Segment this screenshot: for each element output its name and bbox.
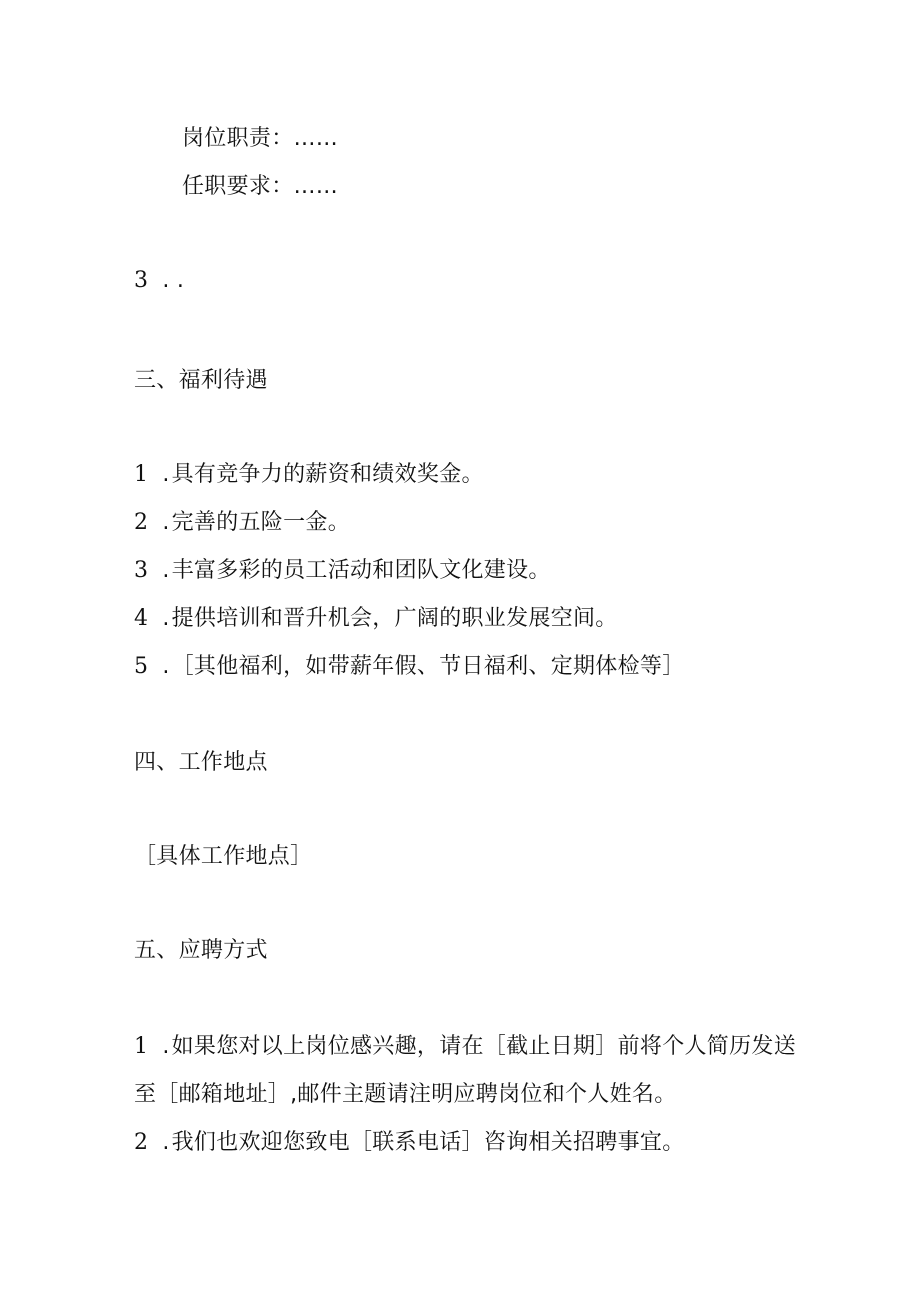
list-item xyxy=(134,266,184,296)
item-number: 1 xyxy=(134,1034,149,1059)
list-item xyxy=(134,460,484,490)
item-dot: . xyxy=(162,462,170,487)
item-text: 我们也欢迎您致电［联系电话］咨询相关招聘事宜。 xyxy=(171,1130,685,1155)
item-number: 2 xyxy=(134,1130,149,1155)
item-number: 3 xyxy=(134,558,149,583)
list-item xyxy=(134,604,618,634)
item-text: . . xyxy=(162,268,185,293)
item-dot: . xyxy=(162,1130,170,1155)
item-text: 具有竞争力的薪资和绩效奖金。 xyxy=(171,462,484,487)
section-heading-location: 四、工作地点 xyxy=(134,750,268,775)
location-text: ［具体工作地点］ xyxy=(134,844,313,869)
item-text: 提供培训和晋升机会，广阔的职业发展空间。 xyxy=(171,606,618,631)
list-item xyxy=(134,508,350,538)
item-text: ［其他福利，如带薪年假、节日福利、定期体检等］ xyxy=(171,654,685,679)
item-dot: . xyxy=(162,558,170,583)
section-heading-application: 五、应聘方式 xyxy=(134,938,268,963)
item-number: 1 xyxy=(134,462,149,487)
section-heading-benefits: 三、福利待遇 xyxy=(134,368,268,393)
item-number: 5 xyxy=(134,654,149,679)
item-number: 2 xyxy=(134,510,149,535)
requirements-line: 任职要求：…… xyxy=(182,174,339,199)
duties-line: 岗位职责：…… xyxy=(182,126,339,151)
list-item-continuation: 至［邮箱地址］,邮件主题请注明应聘岗位和个人姓名。 xyxy=(134,1082,677,1107)
item-dot: . xyxy=(162,510,170,535)
item-number: 3 xyxy=(134,268,149,293)
item-dot: . xyxy=(162,1034,170,1059)
item-text: 完善的五险一金。 xyxy=(171,510,351,535)
list-item xyxy=(134,556,551,586)
item-dot: . xyxy=(162,606,170,631)
item-dot: . xyxy=(162,654,170,679)
list-item xyxy=(134,1032,796,1062)
list-item xyxy=(134,652,685,682)
item-text: 如果您对以上岗位感兴趣，请在［截止日期］前将个人简历发送 xyxy=(171,1034,797,1059)
item-number: 4 xyxy=(134,606,149,631)
item-text: 丰富多彩的员工活动和团队文化建设。 xyxy=(171,558,551,583)
list-item xyxy=(134,1128,685,1158)
